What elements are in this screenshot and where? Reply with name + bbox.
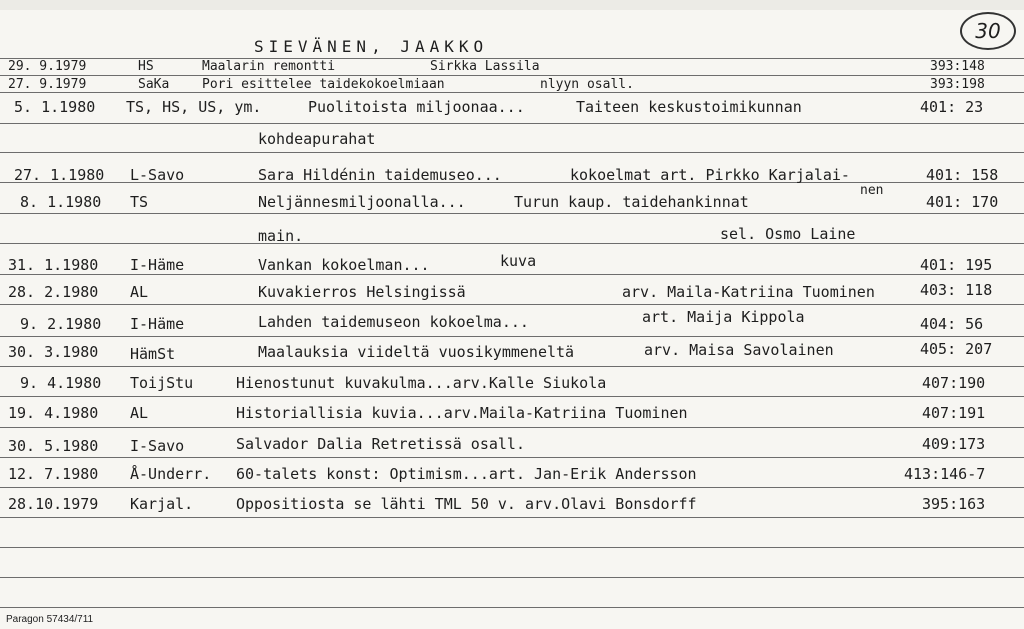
card-heading: SIEVÄNEN, JAAKKO (254, 37, 489, 56)
entry-date: 19. 4.1980 (8, 404, 99, 422)
entry-paper: AL (130, 283, 149, 301)
entry-paper: I-Häme (130, 256, 185, 274)
rule-line (0, 396, 1024, 397)
entry-ref: 409:173 (922, 435, 986, 453)
entry-date: 12. 7.1980 (8, 465, 99, 483)
entry-extra: kokoelmat art. Pirkko Karjalai- (570, 166, 850, 184)
entry-ref: 401: 170 (926, 193, 999, 211)
entry-ref: 404: 56 (920, 315, 984, 333)
entry-extra: Turun kaup. taidehankinnat (514, 193, 749, 211)
entry-ref: 407:190 (922, 374, 986, 392)
entry-paper: ToijStu (130, 374, 194, 392)
entry-extra: arv. Maila-Katriina Tuominen (622, 283, 875, 301)
entry-ref: 395:163 (922, 495, 986, 513)
entry-paper: HS (138, 59, 154, 74)
entry-paper: SaKa (138, 77, 170, 92)
entry-date: 29. 9.1979 (8, 59, 87, 74)
entry-ref: 401: 23 (920, 98, 984, 116)
rule-line (0, 304, 1024, 305)
entry-ref: 407:191 (922, 404, 986, 422)
rule-line (0, 457, 1024, 458)
entry-title: Puolitoista miljoonaa... (308, 98, 525, 116)
rule-line (0, 274, 1024, 275)
card-number: 30 (960, 12, 1016, 50)
entry-ref: 401: 158 (926, 166, 999, 184)
entry-title: Maalauksia viideltä vuosikymmeneltä (258, 343, 575, 361)
entry-extra: nlyyn osall. (540, 77, 634, 92)
entry-date: 27. 9.1979 (8, 77, 87, 92)
entry-paper: HämSt (130, 345, 176, 363)
rule-line (0, 547, 1024, 548)
entry-title: Historiallisia kuvia...arv.Maila-Katriina Tuominen (236, 404, 688, 422)
entry-ref: 393:148 (930, 59, 985, 74)
printer-imprint: Paragon 57434/711 (6, 614, 94, 625)
rule-line (0, 152, 1024, 153)
entry-extra: art. Maija Kippola (642, 308, 805, 326)
rule-line (0, 213, 1024, 214)
entry-ref: 405: 207 (920, 340, 993, 358)
entry-date: 28. 2.1980 (8, 283, 99, 301)
entry-ref: 403: 118 (920, 281, 993, 299)
entry-paper: Å-Underr. (130, 465, 212, 483)
rule-line (0, 366, 1024, 367)
entry-extra: Taiteen keskustoimikunnan (576, 98, 802, 116)
card-top-edge (0, 0, 1024, 10)
entry-ref: 413:146-7 (904, 465, 986, 483)
entry-continuation: nen (860, 183, 884, 198)
entry-paper: I-Savo (130, 437, 185, 455)
entry-date: 9. 4.1980 (20, 374, 102, 392)
entry-paper: AL (130, 404, 149, 422)
rule-line (0, 517, 1024, 518)
entry-date: 9. 2.1980 (20, 315, 102, 333)
entry-paper: TS (130, 193, 149, 211)
entry-title: Oppositiosta se lähti TML 50 v. arv.Olavi Bonsdorff (236, 495, 697, 513)
entry-title: Pori esittelee taidekokoelmiaan (202, 77, 445, 92)
entry-continuation: kohdeapurahat (258, 130, 376, 148)
entry-date: 30. 3.1980 (8, 343, 99, 361)
entry-date: 8. 1.1980 (20, 193, 102, 211)
entry-title: Salvador Dalia Retretissä osall. (236, 435, 525, 453)
entry-title: Kuvakierros Helsingissä (258, 283, 466, 301)
entry-title: Vankan kokoelman... (258, 256, 430, 274)
entry-date: 28.10.1979 (8, 495, 99, 513)
rule-line (0, 123, 1024, 124)
entry-title: Neljännesmiljoonalla... (258, 193, 466, 211)
entry-continuation: main. (258, 227, 304, 245)
entry-date: 5. 1.1980 (14, 98, 96, 116)
rule-line (0, 336, 1024, 337)
entry-date: 30. 5.1980 (8, 437, 99, 455)
entry-title: Lahden taidemuseon kokoelma... (258, 313, 529, 331)
entry-date: 27. 1.1980 (14, 166, 105, 184)
entry-date: 31. 1.1980 (8, 256, 99, 274)
rule-line (0, 427, 1024, 428)
entry-paper: TS, HS, US, ym. (126, 98, 262, 116)
rule-line (0, 607, 1024, 608)
entry-paper: L-Savo (130, 166, 185, 184)
entry-selector: sel. Osmo Laine (720, 225, 856, 243)
entry-title: 60-talets konst: Optimism...art. Jan-Erik Andersson (236, 465, 697, 483)
entry-paper: I-Häme (130, 315, 185, 333)
entry-ref: 401: 195 (920, 256, 993, 274)
entry-title: Sara Hildénin taidemuseo... (258, 166, 502, 184)
rule-line (0, 577, 1024, 578)
entry-extra: arv. Maisa Savolainen (644, 341, 834, 359)
rule-line (0, 487, 1024, 488)
entry-title: Maalarin remontti (202, 59, 336, 74)
entry-extra: Sirkka Lassila (430, 59, 540, 74)
entry-ref: 393:198 (930, 77, 985, 92)
entry-title: Hienostunut kuvakulma...arv.Kalle Siukola (236, 374, 607, 392)
entry-paper: Karjal. (130, 495, 194, 513)
rule-line (0, 243, 1024, 244)
entry-extra: kuva (500, 252, 537, 270)
